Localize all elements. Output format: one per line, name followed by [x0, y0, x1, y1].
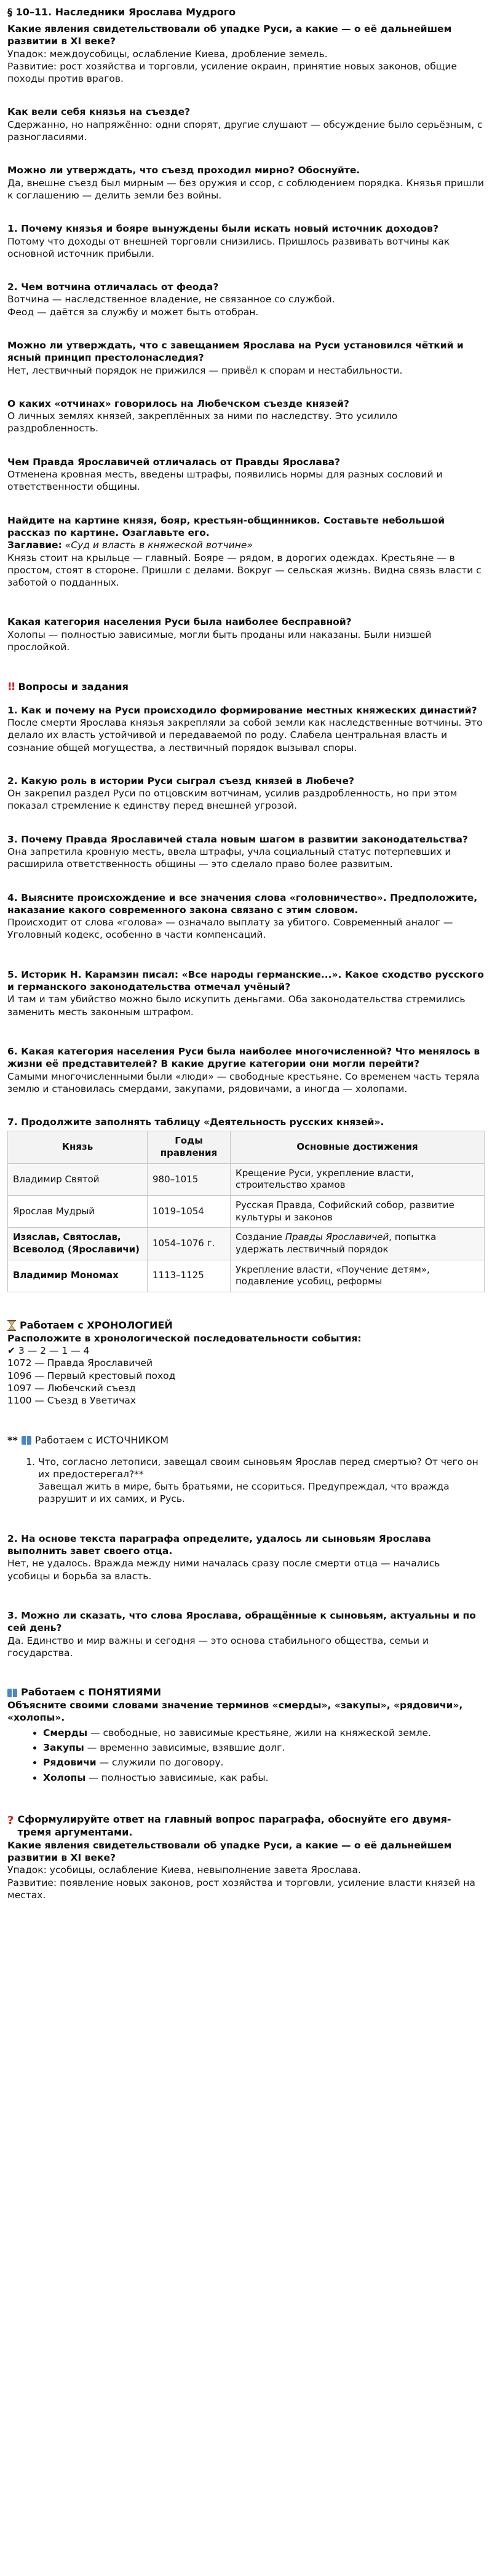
column-header: Годы правления: [148, 1131, 231, 1163]
chrono-header-label: Работаем с ХРОНОЛОГИЕЙ: [20, 1319, 173, 1331]
qa-block-8: [7, 456, 485, 493]
tasks-header-label: Вопросы и задания: [18, 681, 129, 693]
answer: Нет, лествичный порядок не прижился — привёл к спорам и нестабильности.: [7, 364, 403, 376]
question: 5. Историк Н. Карамзин писал: «Все народы германские...». Какое сходство русского и германского законодательства отмечал учёный?: [7, 968, 484, 993]
hourglass-icon: [7, 1320, 16, 1331]
answer: О личных землях князей, закреплённых за ними по наследству. Это усилило раздробленность.: [7, 410, 398, 434]
term: Рядовичи: [43, 1757, 97, 1769]
final-answer-1: Упадок: усобицы, ослабление Киева, невыполнение завета Ярослава.: [7, 1864, 361, 1876]
concepts-header-label: Работаем с ПОНЯТИЯМИ: [21, 1686, 161, 1698]
table-row: [8, 1260, 485, 1292]
column-header: Князь: [8, 1131, 148, 1163]
question: 4. Выясните происхождение и все значения слова «головничество». Предположите, наказание какого современного закона связано с этим словом.: [7, 892, 478, 916]
book-icon: [22, 1436, 31, 1445]
definition: — служили по договору.: [96, 1757, 224, 1769]
definition: — временно зависимые, взявшие долг.: [84, 1742, 285, 1753]
answer: Князь стоит на крыльце — главный. Бояре — рядом, в дорогих одеждах. Крестьяне — в простом, стоят в стороне. Пришли с делами. Вокруг — сельская жизнь. Видна связь власти с заботой о подданных.: [7, 552, 482, 589]
answer: Самыми многочисленными были «люди» — свободные крестьяне. Со временем часть теряла землю и становилась смердами, закупами, рядовичами, а иногда — холопами.: [7, 1070, 480, 1094]
concepts-header: [7, 1686, 485, 1699]
question: 1. Почему князья и бояре вынуждены были искать новый источник доходов?: [7, 223, 438, 235]
princes-table: [7, 1131, 485, 1292]
chrono-line: 1100 — Съезд в Уветичах: [7, 1395, 137, 1407]
question: Найдите на картине князя, бояр, крестьян-общинников. Составьте небольшой рассказ по картине. Озаглавьте его.: [7, 514, 445, 538]
term: Холопы: [43, 1772, 86, 1783]
double-asterisk: **: [7, 1434, 18, 1446]
answer: Вотчина — наследственное владение, не связанное со службой.: [7, 294, 335, 305]
chrono-header: [7, 1319, 485, 1332]
source-answer-1: Завещал жить в мире, быть братьями, не ссориться. Предупреждал, что вражда разрушит и их самих, и Русь.: [38, 1481, 450, 1505]
years-cell: 1019–1054: [148, 1196, 231, 1228]
task-6: [7, 1045, 485, 1095]
question: Чем Правда Ярославичей отличалась от Правды Ярослава?: [7, 456, 340, 468]
final-header: [7, 1813, 485, 1839]
list-item: [43, 1756, 485, 1769]
question: Можно ли утверждать, что съезд проходил мирно? Обоснуйте.: [7, 165, 360, 176]
story-title-line: [7, 539, 485, 551]
question: 6. Какая категория населения Руси была наиболее многочисленной? Что менялось в жизни её представителей? В какие другие категории они могли перейти?: [7, 1045, 480, 1070]
answer: Развитие: рост хозяйства и торговли, усиление окраин, принятие новых законов, общие походы против врагов.: [7, 60, 457, 85]
chrono-line: 1096 — Первый крестовый поход: [7, 1370, 176, 1381]
answer: Да. Единство и мир важны и сегодня — это основа стабильного общества, семьи и государства.: [7, 1635, 429, 1659]
answer: Упадок: междоусобицы, ослабление Киева, дробление земель.: [7, 48, 328, 60]
chrono-line: 1097 — Любечский съезд: [7, 1382, 136, 1394]
book-icon: [7, 1689, 17, 1697]
prince-cell: Владимир Святой: [8, 1163, 148, 1195]
years-cell: 1113–1125: [148, 1260, 231, 1292]
list-item: [43, 1727, 485, 1739]
final-question: Какие явления свидетельствовали об упадке Руси, а какие — о её дальнейшем развитии в XI веке?: [7, 1839, 452, 1864]
tasks-header: [7, 680, 485, 694]
task-3: [7, 833, 485, 871]
term: Закупы: [43, 1742, 84, 1753]
story-title-label: Заглавие:: [7, 540, 62, 551]
chrono-answer: ✔ 3 — 2 — 1 — 4: [7, 1345, 90, 1357]
chrono-line: 1072 — Правда Ярославичей: [7, 1357, 153, 1369]
story-title-value: «Суд и власть в княжеской вотчине»: [65, 540, 253, 551]
answer: Феод — даётся за службу и может быть отобран.: [7, 306, 259, 318]
prince-cell: Изяслав, Святослав, Всеволод (Ярославичи): [8, 1228, 148, 1260]
table-header-row: [8, 1131, 485, 1163]
answer: Да, внешне съезд был мирным — без оружия и ссор, с соблюдением порядка. Князья пришли к соглашению — делить земли без войны.: [7, 177, 484, 201]
answer: Он закрепил раздел Руси по отцовским вотчинам, усилив раздробленность, но при этом показал стремление к единству перед внешней угрозой.: [7, 788, 458, 812]
qa-block-4: [7, 222, 485, 260]
question: Какие явления свидетельствовали об упадке Руси, а какие — о её дальнейшем развитии в XI веке?: [7, 23, 452, 47]
list-item: [43, 1772, 485, 1784]
answer: Сдержанно, но напряжённо: одни спорят, другие слушают — обсуждение было серьёзным, с разногласиями.: [7, 119, 483, 143]
question: 7. Продолжите заполнять таблицу «Деятельность русских князей».: [7, 1117, 384, 1128]
years-cell: 980–1015: [148, 1163, 231, 1195]
answer: И там и там убийство можно было искупить деньгами. Оба законодательства стремились заменить месть законным штрафом.: [7, 994, 466, 1018]
table-row: [8, 1163, 485, 1195]
source-block-3: [7, 1609, 485, 1659]
prince-cell: Владимир Мономах: [8, 1260, 148, 1292]
source-header: [7, 1434, 485, 1447]
table-row: [8, 1228, 485, 1260]
answer: Она запретила кровную месть, ввела штрафы, учла социальный статус потерпевших и расширила ответственность общины — это сделало право более развитым.: [7, 846, 451, 870]
column-header: Основные достижения: [231, 1131, 485, 1163]
question: 3. Можно ли сказать, что слова Ярослава, обращённые к сыновьям, актуальны и по сей день?: [7, 1609, 476, 1634]
question: 2. Какую роль в истории Руси сыграл съезд князей в Любече?: [7, 775, 355, 787]
achievements-cell: Русская Правда, Софийский собор, развитие культуры и законов: [231, 1196, 485, 1228]
qa-block-1: [7, 23, 485, 85]
achievement-prefix: Создание: [236, 1231, 285, 1243]
source-question-1: 1. Что, согласно летописи, завещал своим сыновьям Ярослав перед смертью? От чего он их предостерегал?**: [38, 1456, 485, 1481]
achievement-italic: Правды Ярославичей: [285, 1231, 389, 1243]
answer: Потому что доходы от внешней торговли снизились. Пришлось развивать вотчины как основной источник прибыли.: [7, 235, 450, 259]
definition: — свободные, но зависимые крестьяне, жили на княжеской земле.: [87, 1727, 431, 1738]
task-5: [7, 968, 485, 1018]
task-4: [7, 892, 485, 941]
source-header-label: Работаем с ИСТОЧНИКОМ: [34, 1434, 169, 1446]
qa-block-2: [7, 106, 485, 143]
achievement-suffix: , попытка удержать лествичный порядок: [236, 1231, 437, 1255]
years-cell: 1054–1076 г.: [148, 1228, 231, 1260]
qa-block-10: [7, 616, 485, 653]
final-header-label: Сформулируйте ответ на главный вопрос параграфа, обоснуйте его двумя-тремя аргументами.: [17, 1813, 451, 1838]
question: 2. Чем вотчина отличалась от феода?: [7, 281, 219, 293]
question-mark-icon: ?: [7, 1813, 14, 1827]
source-question-list: [7, 1456, 485, 1481]
task-7: [7, 1116, 485, 1128]
task-2: [7, 775, 485, 812]
achievements-cell: [231, 1228, 485, 1260]
qa-block-5: [7, 281, 485, 318]
answer: После смерти Ярослава князья закрепляли за собой земли как наследственные вотчины. Это делало их власть устойчивой и передаваемой по роду. Слабела центральная власть и сознание общей могущества, а лествичный порядок вызывал споры.: [7, 717, 483, 753]
task-1: [7, 704, 485, 754]
final-answer-2: Развитие: появление новых законов, рост хозяйства и торговли, усиление власти князей на местах.: [7, 1877, 475, 1901]
qa-block-7: [7, 398, 485, 435]
table-row: [8, 1196, 485, 1228]
chrono-task: Расположите в хронологической последовательности события:: [7, 1332, 362, 1344]
qa-block-9: [7, 514, 485, 589]
question: Как вели себя князья на съезде?: [7, 106, 191, 118]
qa-block-3: [7, 164, 485, 202]
answer: Отменена кровная месть, введены штрафы, появились нормы для разных сословий и ответственности общины.: [7, 469, 443, 493]
achievements-cell: Крещение Руси, укрепление власти, строительство храмов: [231, 1163, 485, 1195]
question: Какая категория населения Руси была наиболее бесправной?: [7, 616, 352, 628]
answer: Холопы — полностью зависимые, могли быть проданы или наказаны. Были низшей прослойкой.: [7, 629, 432, 653]
term: Смерды: [43, 1727, 88, 1738]
question: 2. На основе текста параграфа определите, удалось ли сыновьям Ярослава выполнить завет своего отца.: [7, 1533, 431, 1557]
page-title: § 10–11. Наследники Ярослава Мудрого: [7, 6, 236, 18]
answer: Нет, не удалось. Вражда между ними началась сразу после смерти отца — начались усобицы и борьба за власть.: [7, 1558, 440, 1582]
concepts-list: [7, 1727, 485, 1784]
answer: Происходит от слова «голова» — означало выплату за убитого. Современный аналог — Уголовный кодекс, особенно в части компенсаций.: [7, 917, 453, 941]
definition: — полностью зависимые, как рабы.: [85, 1772, 269, 1783]
qa-block-6: [7, 339, 485, 377]
list-item: [43, 1742, 485, 1754]
question: 1. Как и почему на Руси происходило формирование местных княжеских династий?: [7, 704, 477, 716]
question: 3. Почему Правда Ярославичей стала новым шагом в развитии законодательства?: [7, 833, 468, 845]
prince-cell: Ярослав Мудрый: [8, 1196, 148, 1228]
source-block-2: [7, 1533, 485, 1582]
concepts-task: Объясните своими словами значение терминов «смерды», «закупы», «рядовичи», «холопы».: [7, 1700, 463, 1724]
double-exclamation-icon: !!: [7, 681, 15, 694]
question: О каких «отчинах» говорилось на Любечском съезде князей?: [7, 398, 349, 409]
achievements-cell: Укрепление власти, «Поучение детям», подавление усобиц, реформы: [231, 1260, 485, 1292]
question: Можно ли утверждать, что с завещанием Ярослава на Руси установился чёткий и ясный принцип престолонаследия?: [7, 340, 464, 364]
